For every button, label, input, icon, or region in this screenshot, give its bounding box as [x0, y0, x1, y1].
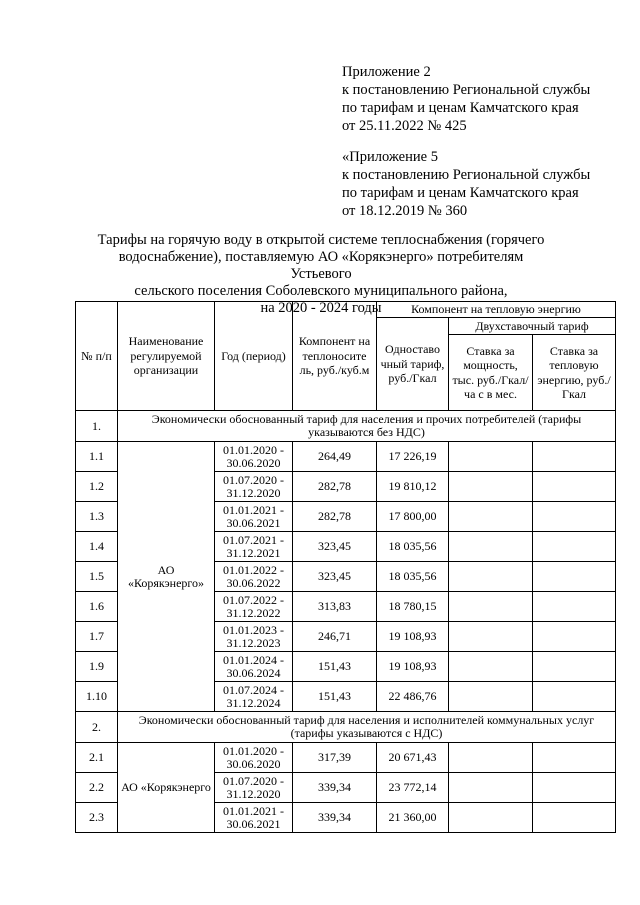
- carrier-cell: 339,34: [293, 803, 377, 833]
- row-number: 1.7: [76, 622, 118, 652]
- period-cell: 01.01.2022 - 30.06.2022: [215, 562, 293, 592]
- tariff-table: [75, 301, 616, 833]
- title-line: сельского поселения Соболевского муниципального района,: [134, 283, 508, 299]
- capacity-cell: [449, 472, 533, 502]
- header-energy: Ставка за тепловую энергию, руб./Гкал: [533, 335, 616, 411]
- table-row: [76, 743, 616, 773]
- appendix-line: от 25.11.2022 № 425: [342, 118, 467, 134]
- capacity-cell: [449, 622, 533, 652]
- table-row: [76, 442, 616, 472]
- single-rate-cell: 18 035,56: [377, 532, 449, 562]
- header-single: Одноставо чный тариф, руб./Гкал: [377, 318, 449, 411]
- carrier-cell: 282,78: [293, 502, 377, 532]
- period-cell: 01.07.2020 - 31.12.2020: [215, 472, 293, 502]
- org-name: АО «Корякэнерго»: [118, 442, 215, 712]
- energy-cell: [533, 803, 616, 833]
- carrier-cell: 264,49: [293, 442, 377, 472]
- section-row: [76, 712, 616, 743]
- appendix-line: к постановлению Региональной службы: [342, 82, 591, 98]
- capacity-cell: [449, 592, 533, 622]
- period-cell: 01.01.2021 - 30.06.2021: [215, 803, 293, 833]
- row-number: 1.6: [76, 592, 118, 622]
- capacity-cell: [449, 532, 533, 562]
- section-title: Экономически обоснованный тариф для населения и исполнителей коммунальных услуг (тарифы указываются с НДС): [118, 712, 616, 743]
- carrier-cell: 317,39: [293, 743, 377, 773]
- period-cell: 01.01.2020 - 30.06.2020: [215, 743, 293, 773]
- period-cell: 01.07.2020 - 31.12.2020: [215, 773, 293, 803]
- appendix-line: по тарифам и ценам Камчатского края: [342, 185, 579, 201]
- row-number: 1.2: [76, 472, 118, 502]
- section-title: Экономически обоснованный тариф для населения и прочих потребителей (тарифы указываются без НДС): [118, 411, 616, 442]
- single-rate-cell: 23 772,14: [377, 773, 449, 803]
- carrier-cell: 151,43: [293, 652, 377, 682]
- title-line: Тарифы на горячую воду в открытой системе теплоснабжения (горячего: [97, 232, 545, 248]
- title-line: на 2020 - 2024 годы: [260, 300, 382, 316]
- energy-cell: [533, 442, 616, 472]
- row-number: 2.2: [76, 773, 118, 803]
- energy-cell: [533, 502, 616, 532]
- capacity-cell: [449, 773, 533, 803]
- capacity-cell: [449, 562, 533, 592]
- row-number: 2.1: [76, 743, 118, 773]
- header-row: [76, 302, 616, 318]
- title-line: водоснабжение), поставляемую АО «Корякэнерго» потребителям Устьевого: [118, 249, 524, 282]
- period-cell: 01.07.2022 - 31.12.2022: [215, 592, 293, 622]
- header-capacity: Ставка за мощность, тыс. руб./Гкал/ча с в мес.: [449, 335, 533, 411]
- appendix-line: Приложение 2: [342, 64, 431, 80]
- header-period: Год (период): [215, 302, 293, 411]
- capacity-cell: [449, 682, 533, 712]
- energy-cell: [533, 682, 616, 712]
- header-carrier: Компонент на теплоносите ль, руб./куб.м: [293, 302, 377, 411]
- row-number: 1.5: [76, 562, 118, 592]
- period-cell: 01.01.2020 - 30.06.2020: [215, 442, 293, 472]
- appendix-line: «Приложение 5: [342, 149, 438, 165]
- energy-cell: [533, 472, 616, 502]
- row-number: 1.4: [76, 532, 118, 562]
- single-rate-cell: 21 360,00: [377, 803, 449, 833]
- header-two-part: Двухставочный тариф: [449, 318, 616, 335]
- appendix-current-header: [342, 63, 590, 135]
- row-number: 1.9: [76, 652, 118, 682]
- capacity-cell: [449, 442, 533, 472]
- period-cell: 01.07.2021 - 31.12.2021: [215, 532, 293, 562]
- capacity-cell: [449, 502, 533, 532]
- org-name: АО «Корякэнерго: [118, 743, 215, 833]
- carrier-cell: 323,45: [293, 532, 377, 562]
- single-rate-cell: 18 780,15: [377, 592, 449, 622]
- section-row: [76, 411, 616, 442]
- period-cell: 01.07.2024 - 31.12.2024: [215, 682, 293, 712]
- single-rate-cell: 18 035,56: [377, 562, 449, 592]
- header-thermal: Компонент на тепловую энергию: [377, 302, 616, 318]
- carrier-cell: 339,34: [293, 773, 377, 803]
- section-number: 2.: [76, 712, 118, 743]
- appendix-line: по тарифам и ценам Камчатского края: [342, 100, 579, 116]
- single-rate-cell: 19 108,93: [377, 652, 449, 682]
- single-rate-cell: 22 486,76: [377, 682, 449, 712]
- single-rate-cell: 17 226,19: [377, 442, 449, 472]
- row-number: 1.1: [76, 442, 118, 472]
- appendix-line: к постановлению Региональной службы: [342, 167, 591, 183]
- single-rate-cell: 20 671,43: [377, 743, 449, 773]
- capacity-cell: [449, 803, 533, 833]
- carrier-cell: 151,43: [293, 682, 377, 712]
- energy-cell: [533, 532, 616, 562]
- carrier-cell: 323,45: [293, 562, 377, 592]
- header-num: № п/п: [76, 302, 118, 411]
- row-number: 2.3: [76, 803, 118, 833]
- appendix-line: от 18.12.2019 № 360: [342, 203, 468, 219]
- appendix-prior-header: [342, 148, 590, 220]
- energy-cell: [533, 773, 616, 803]
- period-cell: 01.01.2023 - 31.12.2023: [215, 622, 293, 652]
- energy-cell: [533, 652, 616, 682]
- single-rate-cell: 19 810,12: [377, 472, 449, 502]
- energy-cell: [533, 622, 616, 652]
- carrier-cell: 313,83: [293, 592, 377, 622]
- energy-cell: [533, 743, 616, 773]
- row-number: 1.10: [76, 682, 118, 712]
- section-number: 1.: [76, 411, 118, 442]
- period-cell: 01.01.2024 - 30.06.2024: [215, 652, 293, 682]
- carrier-cell: 282,78: [293, 472, 377, 502]
- header-org: Наименование регулируемой организации: [118, 302, 215, 411]
- capacity-cell: [449, 743, 533, 773]
- period-cell: 01.01.2021 - 30.06.2021: [215, 502, 293, 532]
- row-number: 1.3: [76, 502, 118, 532]
- single-rate-cell: 19 108,93: [377, 622, 449, 652]
- energy-cell: [533, 592, 616, 622]
- single-rate-cell: 17 800,00: [377, 502, 449, 532]
- carrier-cell: 246,71: [293, 622, 377, 652]
- energy-cell: [533, 562, 616, 592]
- capacity-cell: [449, 652, 533, 682]
